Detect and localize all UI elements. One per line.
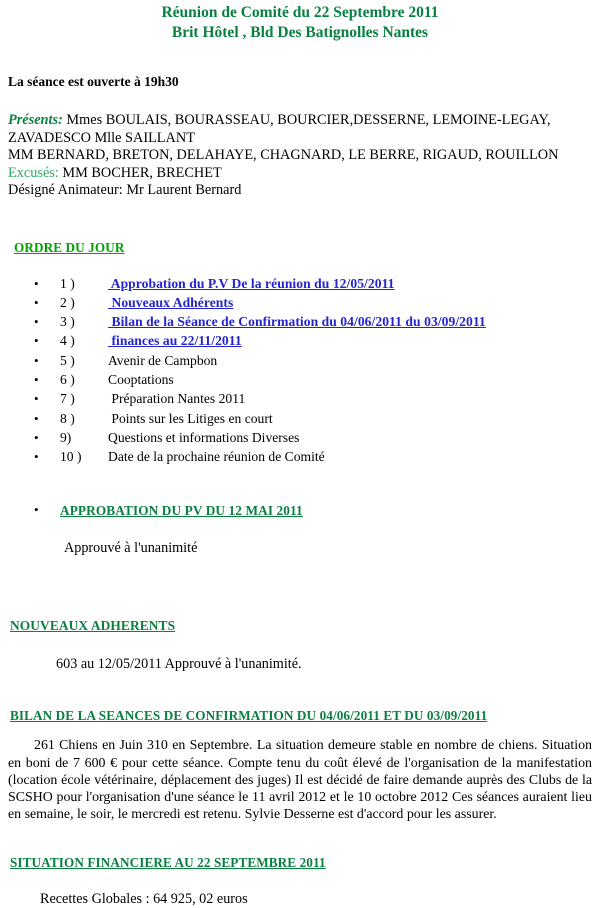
agenda-item-label: Cooptations (108, 371, 174, 387)
nouveaux-adherents-body: 603 au 12/05/2011 Approuvé à l'unanimité. (56, 656, 302, 673)
agenda-item-label: Points sur les Litiges en court (108, 410, 273, 426)
agenda-item[interactable] (8, 312, 592, 331)
agenda-item (8, 370, 592, 389)
present-label: Présents: (8, 112, 63, 128)
bullet-icon: • (34, 429, 39, 445)
agenda-item[interactable] (8, 274, 592, 293)
agenda-item (8, 409, 592, 428)
agenda-heading: ORDRE DU JOUR (14, 239, 125, 255)
page-title (8, 3, 592, 43)
bullet-icon: • (34, 410, 39, 426)
opening-statement: La séance est ouverte à 19h30 (8, 74, 179, 89)
agenda-item-number: 9) (60, 429, 72, 445)
situation-financiere-heading[interactable]: SITUATION FINANCIERE AU 22 SEPTEMBRE 2011 (10, 855, 326, 871)
attendance-present-row (8, 112, 592, 130)
excused-label: Excusés: (8, 164, 59, 181)
agenda-item-number: 4 ) (60, 333, 75, 349)
agenda-item-number: 7 ) (60, 391, 75, 407)
bullet-icon: • (34, 502, 39, 518)
bullet-icon: • (34, 449, 39, 465)
agenda-item-number: 5 ) (60, 352, 75, 368)
approbation-heading-block (8, 502, 592, 520)
bullet-icon: • (34, 314, 39, 330)
title-line-2: Brit Hôtel , Bld Des Batignolles Nantes (171, 24, 429, 41)
agenda-list (8, 274, 592, 467)
present-names-line-3: MM BERNARD, BRETON, DELAHAYE, CHAGNARD, LE BERRE, RIGAUD, ROUILLON (8, 147, 559, 163)
bullet-icon: • (34, 333, 39, 349)
agenda-item-number: 1 ) (60, 275, 75, 291)
agenda-item-label: Questions et informations Diverses (108, 429, 300, 445)
agenda-item-label: Avenir de Campbon (108, 352, 218, 368)
agenda-item-label[interactable]: Nouveaux Adhérents (108, 294, 234, 310)
agenda-item-number: 10 ) (60, 449, 82, 465)
approbation-body: Approuvé à l'unanimité (64, 540, 198, 557)
bullet-icon: • (34, 275, 39, 291)
agenda-item-label[interactable]: Bilan de la Séance de Confirmation du 04/06/2011 du 03/09/2011 (108, 314, 486, 330)
agenda-item-number: 3 ) (60, 314, 75, 330)
bullet-icon: • (34, 391, 39, 407)
bilan-paragraph: 261 Chiens en Juin 310 en Septembre. La situation demeure stable en nombre de chiens. Situation en boni de 7 600 € pour cette séance. Compte tenu du coût élevé de l'organisation de la manifestation (location école vétérinaire, déplacement des juges) Il est décidé de faire demande auprès des Clubs de la SCSHO pour l'organisation d'une séance le 11 avril 2012 et le 10 octobre 2012 Ces séances auraient lieu en semaine, le soir, le mercredi est retenu. Sylvie Desserne est d'accord pour les assurer. (8, 738, 592, 823)
attendance-block (8, 112, 592, 200)
agenda-item (8, 389, 592, 408)
bilan-heading[interactable]: BILAN DE LA SEANCES DE CONFIRMATION DU 04/06/2011 ET DU 03/09/2011 (10, 708, 488, 724)
agenda-item-label[interactable]: finances au 22/11/2011 (108, 333, 242, 349)
excused-names: MM BOCHER, BRECHET (58, 164, 222, 181)
agenda-item[interactable] (8, 293, 592, 312)
nouveaux-adherents-heading[interactable]: NOUVEAUX ADHERENTS (10, 618, 176, 634)
agenda-item-number: 8 ) (60, 410, 75, 426)
agenda-item-label: Préparation Nantes 2011 (108, 391, 246, 407)
present-names-line-2: ZAVADESCO Mlle SAILLANT (8, 129, 195, 146)
present-names-line-1: Mmes BOULAIS, BOURASSEAU, BOURCIER,DESSERNE, LEMOINE-LEGAY, (62, 112, 551, 128)
bilan-heading-block (10, 707, 592, 725)
bullet-icon: • (34, 294, 39, 310)
agenda-item (8, 447, 592, 466)
approbation-heading[interactable]: APPROBATION DU PV DU 12 MAI 2011 (60, 503, 303, 519)
agenda-item[interactable] (8, 331, 592, 350)
recettes-globales-line: Recettes Globales : 64 925, 02 euros (40, 891, 248, 908)
attendance-excused-row (8, 165, 592, 183)
agenda-item (8, 428, 592, 447)
bullet-icon: • (34, 352, 39, 368)
nouveaux-adherents-heading-block (10, 617, 592, 635)
agenda-item (8, 351, 592, 370)
agenda-item-number: 6 ) (60, 371, 75, 387)
animator-line: Désigné Animateur: Mr Laurent Bernard (8, 182, 242, 198)
bullet-icon: • (34, 371, 39, 387)
agenda-item-number: 2 ) (60, 294, 75, 310)
agenda-item-label: Date de la prochaine réunion de Comité (108, 449, 325, 465)
agenda-item-label[interactable]: Approbation du P.V De la réunion du 12/05/2011 (108, 275, 395, 291)
title-line-1: Réunion de Comité du 22 Septembre 2011 (161, 4, 439, 21)
